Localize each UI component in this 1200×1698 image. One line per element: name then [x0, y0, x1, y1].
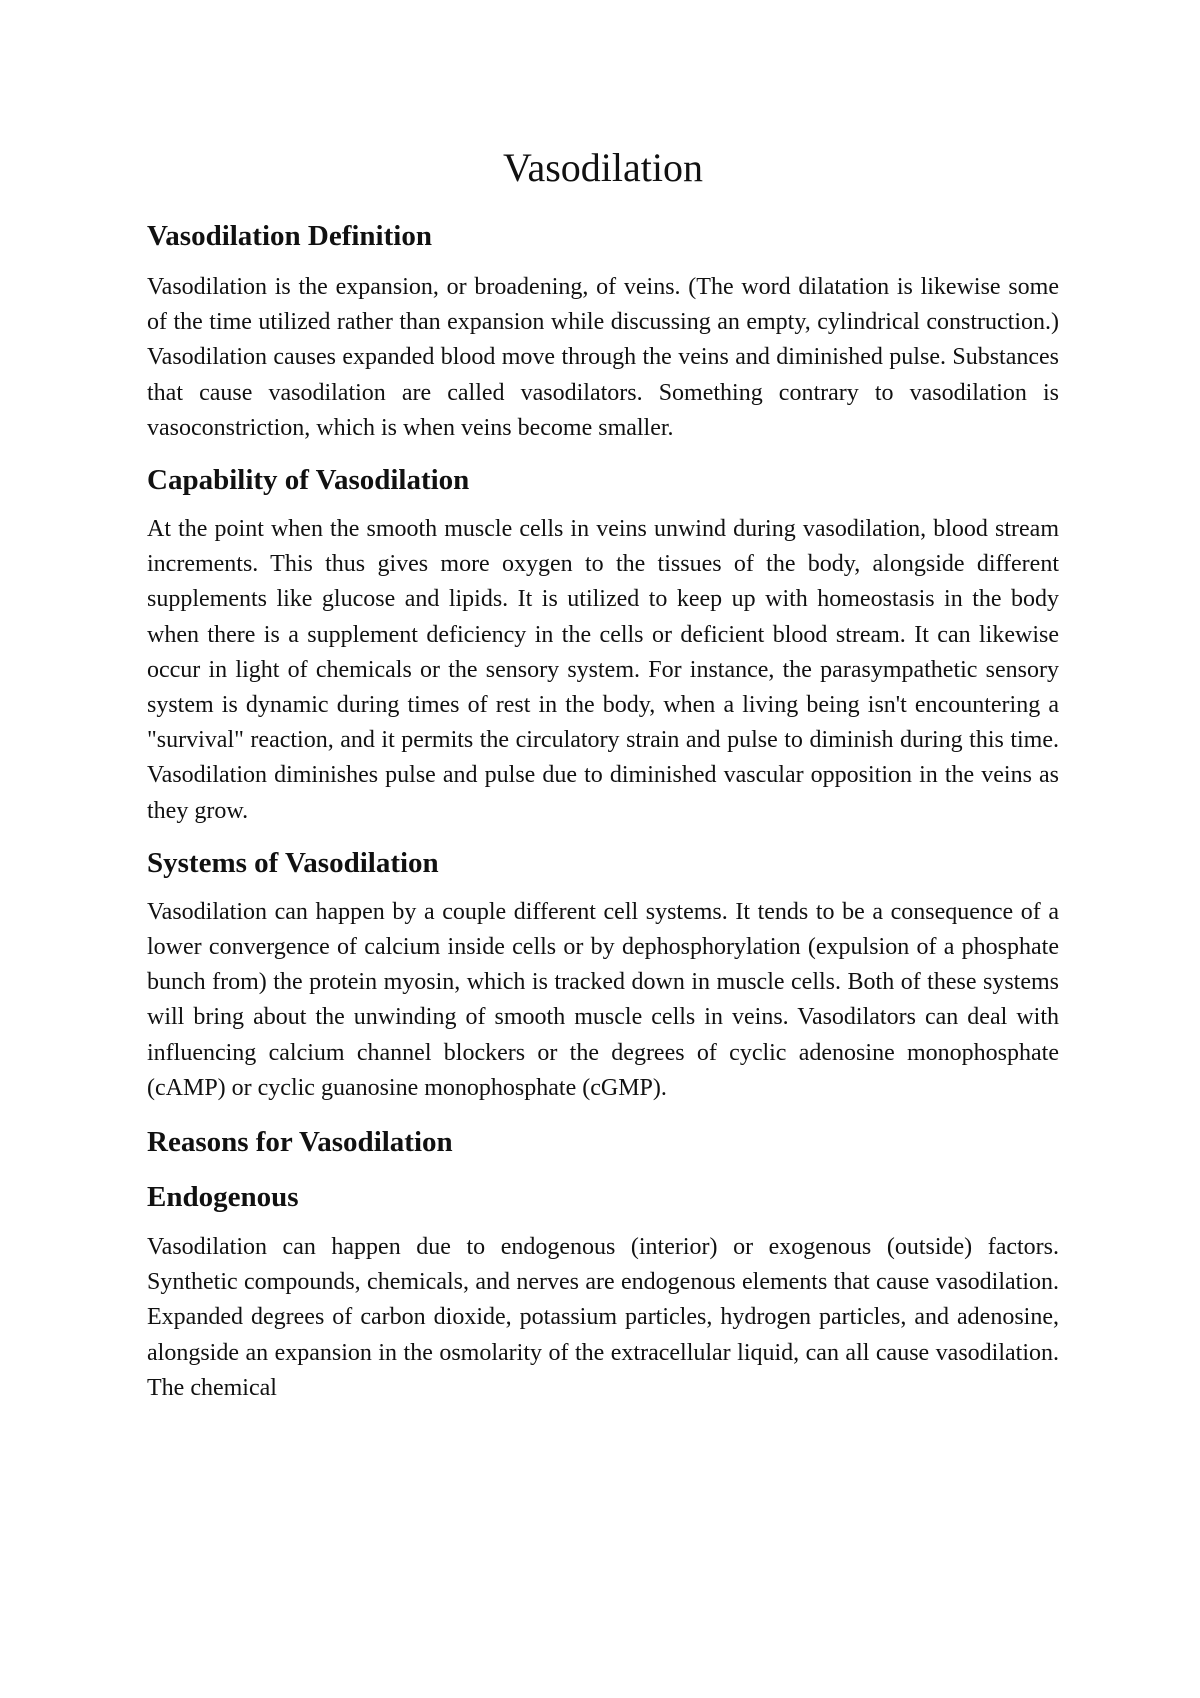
section-heading-reasons: Reasons for Vasodilation: [147, 1126, 453, 1159]
section-body-systems: Vasodilation can happen by a couple different cell systems. It tends to be a consequence of a lower convergence of calcium inside cells or by dephosphorylation (expulsion of a phosphate bunch from) the protein myosin, which is tracked down in muscle cells. Both of these systems will bring about the unwinding of smooth muscle cells in veins. Vasodilators can deal with influencing calcium channel blockers or the degrees of cyclic adenosine monophosphate (cAMP) or cyclic guanosine monophosphate (cGMP).: [147, 898, 1059, 1101]
section-heading-capability: Capability of Vasodilation: [147, 464, 470, 497]
document-page: [147, 140, 1059, 1406]
section-heading-endogenous: Endogenous: [147, 1181, 299, 1214]
section-body-definition: Vasodilation is the expansion, or broadening, of veins. (The word dilatation is likewise some of the time utilized rather than expansion while discussing an empty, cylindrical construction.) Vasodilation causes expanded blood move through the veins and diminished pulse. Substances that cause vasodilation are called vasodilators. Something contrary to vasodilation is vasoconstriction, which is when veins become smaller.: [147, 274, 1059, 441]
section-heading-systems: Systems of Vasodilation: [147, 846, 439, 879]
section-heading-definition: Vasodilation Definition: [147, 220, 432, 252]
document-title: Vasodilation: [503, 145, 703, 190]
section-body-capability: At the point when the smooth muscle cells in veins unwind during vasodilation, blood stream increments. This thus gives more oxygen to the tissues of the body, alongside different supplements like glucose and lipids. It is utilized to keep up with homeostasis in the body when there is a supplement deficiency in the cells or deficient blood stream. It can likewise occur in light of chemicals or the sensory system. For instance, the parasympathetic sensory system is dynamic during times of rest in the body, when a living being isn't encountering a "survival" reaction, and it permits the circulatory strain and pulse to diminish during this time. Vasodilation diminishes pulse and pulse due to diminished vascular opposition in the veins as they grow.: [147, 516, 1059, 824]
section-body-endogenous: Vasodilation can happen due to endogenous (interior) or exogenous (outside) factors. Synthetic compounds, chemicals, and nerves are endogenous elements that cause vasodilation. Expanded degrees of carbon dioxide, potassium particles, hydrogen particles, and adenosine, alongside an expansion in the osmolarity of the extracellular liquid, can all cause vasodilation. The chemical: [147, 1234, 1059, 1401]
